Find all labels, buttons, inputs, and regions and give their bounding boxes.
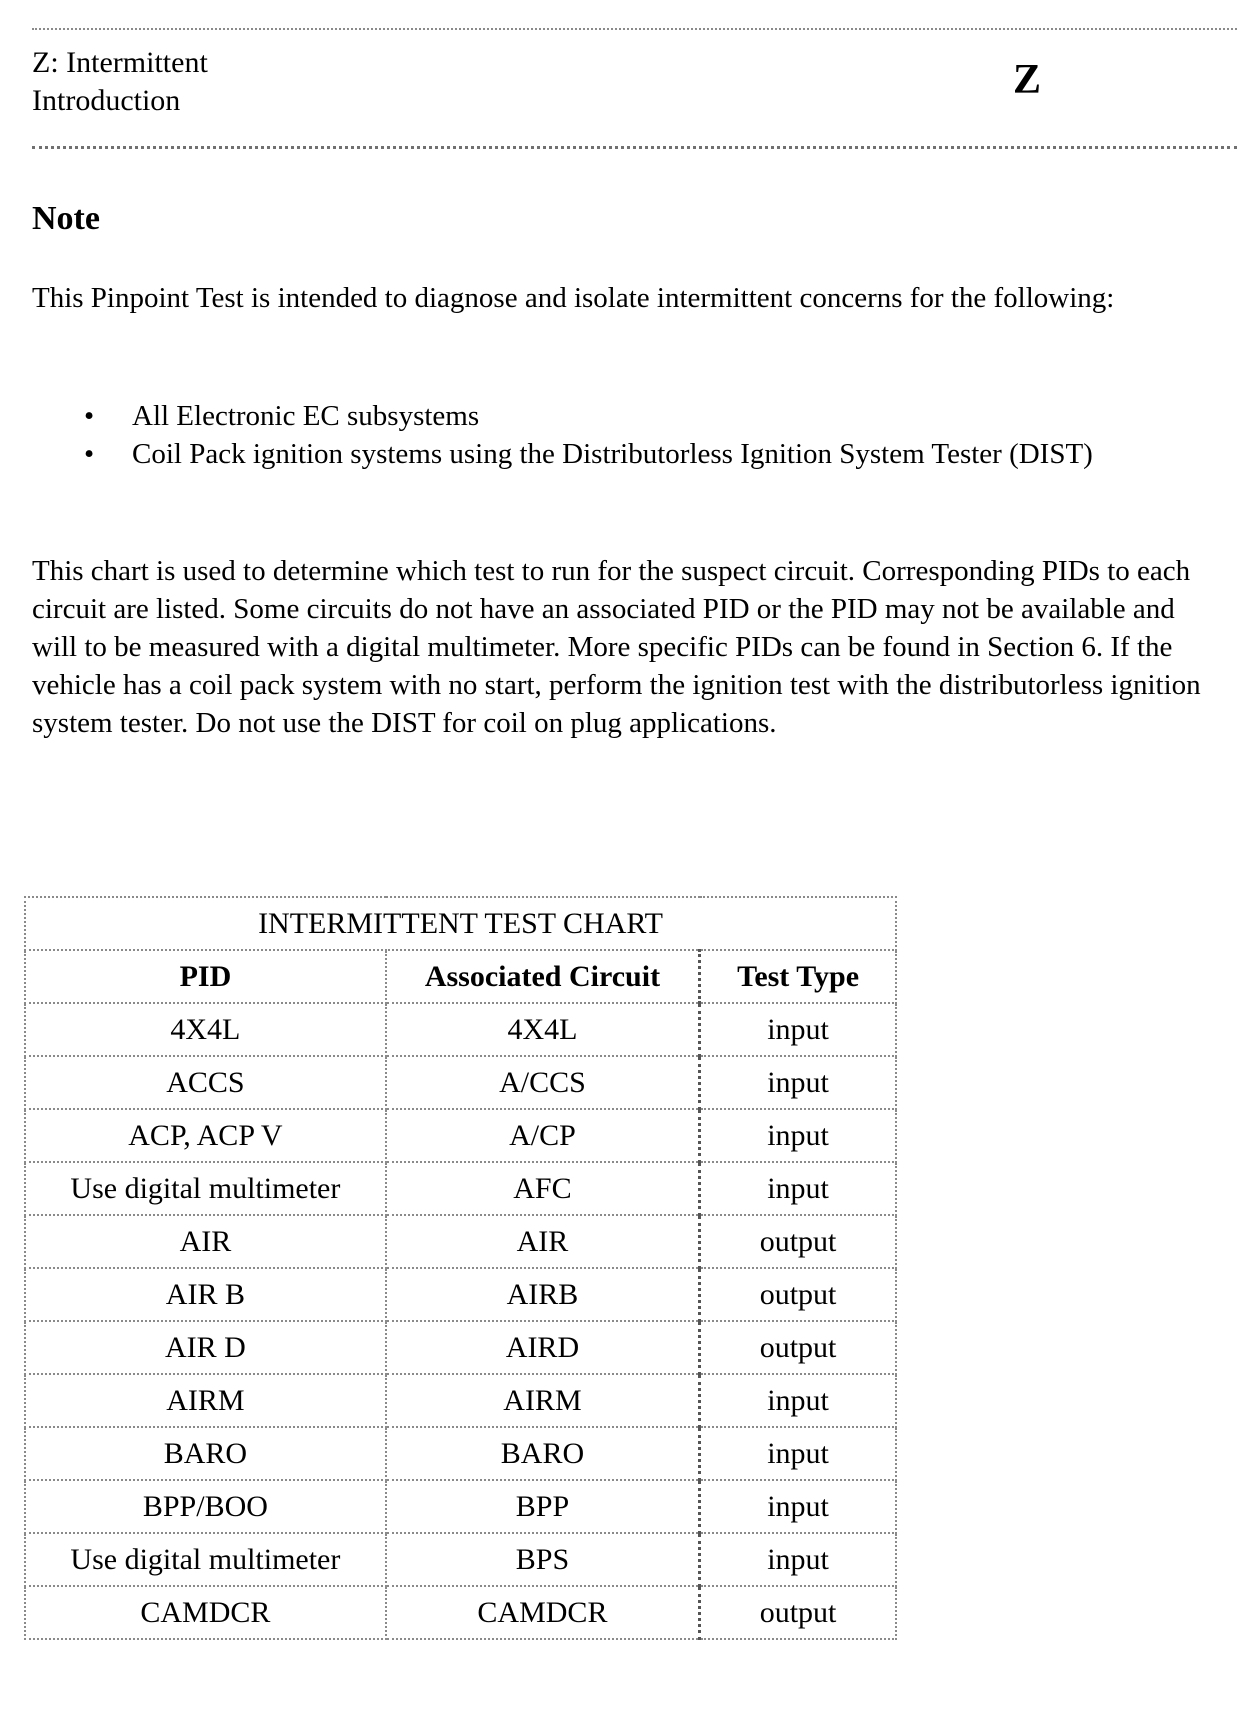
table-row xyxy=(25,1003,896,1056)
column-header-test-type: Test Type xyxy=(700,950,896,1003)
cell-test-type: input xyxy=(700,1533,896,1586)
cell-pid: Use digital multimeter xyxy=(25,1533,386,1586)
cell-test-type: input xyxy=(700,1427,896,1480)
cell-pid: BPP/BOO xyxy=(25,1480,386,1533)
cell-pid: AIR D xyxy=(25,1321,386,1374)
table-row xyxy=(25,1321,896,1374)
cell-test-type: input xyxy=(700,1109,896,1162)
cell-circuit: AIRM xyxy=(386,1374,700,1427)
cell-test-type: input xyxy=(700,1003,896,1056)
header-divider xyxy=(32,146,1237,149)
cell-test-type: input xyxy=(700,1056,896,1109)
cell-circuit: AIRD xyxy=(386,1321,700,1374)
cell-test-type: output xyxy=(700,1268,896,1321)
table-row xyxy=(25,1056,896,1109)
cell-pid: 4X4L xyxy=(25,1003,386,1056)
cell-circuit: AFC xyxy=(386,1162,700,1215)
bullet-icon: • xyxy=(84,438,95,470)
table-row xyxy=(25,1586,896,1639)
cell-circuit: AIRB xyxy=(386,1268,700,1321)
cell-test-type: output xyxy=(700,1321,896,1374)
chart-description: This chart is used to determine which test to run for the suspect circuit. Corresponding PIDs to each circuit are listed. Some circuits do not have an associated PID or the PID may not be available and will to be measured with a digital multimeter. More specific PIDs can be found in Section 6. If the vehicle has a coil pack system with no start, perform the ignition test with the distributorless ignition system tester. Do not use the DIST for coil on plug applications. xyxy=(32,555,1201,739)
table-row xyxy=(25,1215,896,1268)
table-header-row xyxy=(25,950,896,1003)
table-row xyxy=(25,1533,896,1586)
cell-test-type: input xyxy=(700,1162,896,1215)
cell-circuit: A/CP xyxy=(386,1109,700,1162)
intermittent-test-chart xyxy=(24,896,897,1640)
breadcrumb-section[interactable]: Z: Intermittent xyxy=(32,46,208,79)
section-letter: Z xyxy=(1013,57,1042,103)
table-row xyxy=(25,1480,896,1533)
table-title: INTERMITTENT TEST CHART xyxy=(25,897,896,950)
table-title-row xyxy=(25,897,896,950)
note-heading: Note xyxy=(32,200,100,237)
table-row xyxy=(25,1427,896,1480)
intro-paragraph: This Pinpoint Test is intended to diagnose and isolate intermittent concerns for the following: xyxy=(32,282,1115,314)
cell-pid: AIRM xyxy=(25,1374,386,1427)
list-item-text: All Electronic EC subsystems xyxy=(132,400,480,432)
list-item xyxy=(80,435,1200,473)
cell-test-type: input xyxy=(700,1374,896,1427)
cell-pid: AIR B xyxy=(25,1268,386,1321)
cell-test-type: input xyxy=(700,1480,896,1533)
table-row xyxy=(25,1162,896,1215)
cell-test-type: output xyxy=(700,1215,896,1268)
cell-circuit: 4X4L xyxy=(386,1003,700,1056)
bullet-icon: • xyxy=(84,400,95,432)
top-divider xyxy=(32,28,1237,30)
table-row xyxy=(25,1374,896,1427)
list-item-text: Coil Pack ignition systems using the Distributorless Ignition System Tester (DIST) xyxy=(132,438,1093,470)
list-item xyxy=(80,397,1200,435)
breadcrumb-page[interactable]: Introduction xyxy=(32,84,181,117)
bullet-list xyxy=(80,397,1200,473)
cell-circuit: BPS xyxy=(386,1533,700,1586)
column-header-circuit: Associated Circuit xyxy=(386,950,700,1003)
cell-pid: Use digital multimeter xyxy=(25,1162,386,1215)
cell-pid: AIR xyxy=(25,1215,386,1268)
cell-circuit: CAMDCR xyxy=(386,1586,700,1639)
cell-circuit: A/CCS xyxy=(386,1056,700,1109)
cell-pid: ACP, ACP V xyxy=(25,1109,386,1162)
cell-circuit: BARO xyxy=(386,1427,700,1480)
cell-pid: ACCS xyxy=(25,1056,386,1109)
cell-circuit: AIR xyxy=(386,1215,700,1268)
breadcrumb xyxy=(32,44,208,120)
table-row xyxy=(25,1268,896,1321)
cell-circuit: BPP xyxy=(386,1480,700,1533)
cell-pid: CAMDCR xyxy=(25,1586,386,1639)
cell-test-type: output xyxy=(700,1586,896,1639)
cell-pid: BARO xyxy=(25,1427,386,1480)
column-header-pid: PID xyxy=(25,950,386,1003)
table-row xyxy=(25,1109,896,1162)
